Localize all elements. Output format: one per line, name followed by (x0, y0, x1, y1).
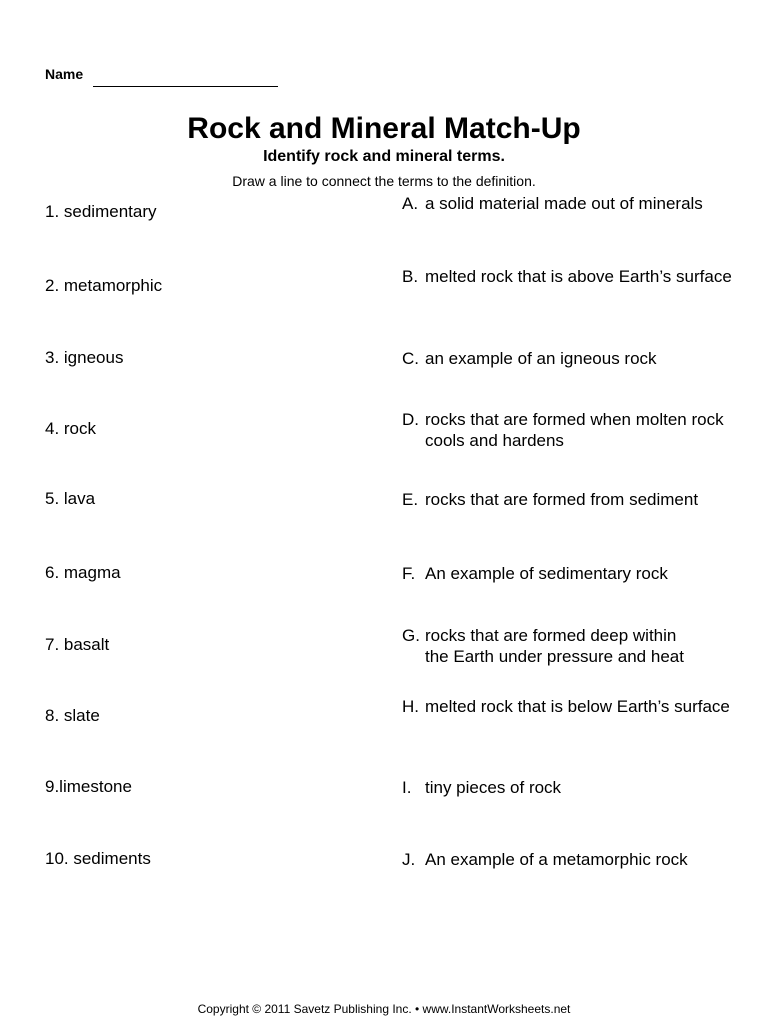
term-item: 2. metamorphic (45, 276, 163, 295)
definition-letter: F. (402, 564, 416, 583)
definition-text: an example of an igneous rock (425, 349, 657, 368)
definition-text: a solid material made out of minerals (425, 194, 703, 213)
name-label: Name (45, 66, 84, 82)
definition-letter: H. (402, 697, 419, 716)
definition-letter: E. (402, 490, 419, 509)
term-item: 7. basalt (45, 635, 110, 654)
definition-item (402, 266, 732, 287)
definition-text: rocks that are formed deep within the Earth under pressure and heat (425, 626, 684, 666)
definition-text: melted rock that is below Earth’s surface (425, 697, 730, 716)
definition-text: melted rock that is above Earth’s surface (425, 267, 732, 286)
definition-text: tiny pieces of rock (425, 778, 562, 797)
term-item: 10. sediments (45, 849, 151, 868)
definition-text: rocks that are formed when molten rock cools and hardens (425, 410, 724, 450)
definition-letter: G. (402, 626, 420, 645)
definition-text: An example of a metamorphic rock (425, 850, 688, 869)
term-item: 3. igneous (45, 348, 124, 367)
term-item: 6. magma (45, 563, 121, 582)
definition-text: An example of sedimentary rock (425, 564, 668, 583)
page-title: Rock and Mineral Match-Up (187, 112, 581, 145)
instructions: Draw a line to connect the terms to the definition. (232, 173, 536, 189)
page-subtitle: Identify rock and mineral terms. (263, 148, 505, 165)
definition-letter: A. (402, 194, 419, 213)
definition-item (402, 489, 722, 510)
definition-text: rocks that are formed from sediment (425, 490, 699, 509)
definition-letter: J. (402, 850, 416, 869)
term-item: 9.limestone (45, 777, 132, 796)
definition-letter: I. (402, 778, 412, 797)
definition-item (402, 696, 732, 717)
definition-item (402, 849, 732, 870)
definition-item (402, 777, 732, 798)
definition-item (402, 409, 732, 451)
term-item: 8. slate (45, 706, 100, 725)
definition-item (402, 193, 732, 214)
term-item: 1. sedimentary (45, 202, 157, 221)
definition-letter: B. (402, 267, 419, 286)
definition-letter: D. (402, 410, 419, 429)
definition-item (402, 348, 732, 369)
definition-item (402, 625, 702, 667)
definition-item (402, 563, 732, 584)
term-item: 4. rock (45, 419, 97, 438)
name-blank-line (93, 86, 278, 87)
term-item: 5. lava (45, 489, 96, 508)
definition-letter: C. (402, 349, 419, 368)
footer-copyright: Copyright © 2011 Savetz Publishing Inc. • www.InstantWorksheets.net (197, 1002, 571, 1016)
